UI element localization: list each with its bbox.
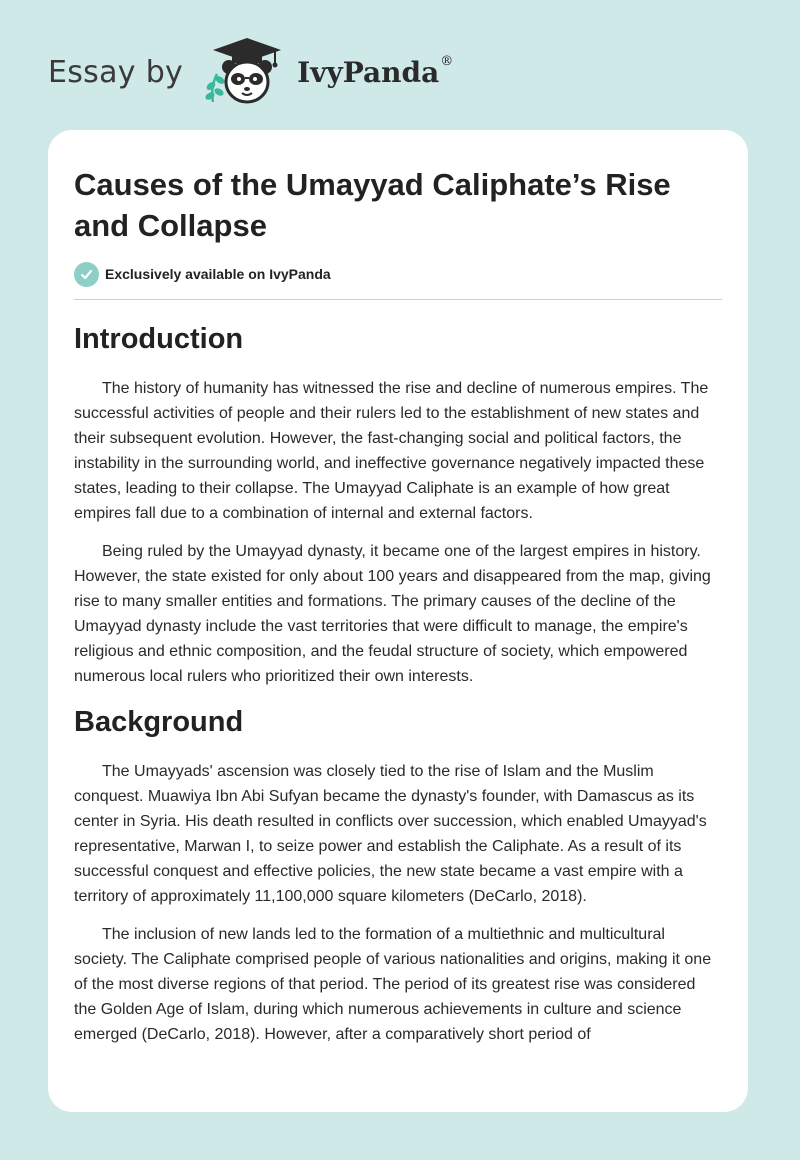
section-heading-background: Background xyxy=(74,706,244,738)
paragraph: The inclusion of new lands led to the formation of a multiethnic and multicultural society. The Caliphate comprised people of various nationalities and origins, making it one of the most diverse regions of that period. The period of its greatest rise was considered the Golden Age of Islam, during which numerous achievements in culture and science emerged (DeCarlo, 2018). However, after a comparatively short period of xyxy=(74,926,712,1043)
paragraph: The history of humanity has witnessed the rise and decline of numerous empires. The successful activities of people and their rulers led to the establishment of new states and their subsequent evolution. However, the fast-changing social and political factors, the instability in the surrounding world, and ineffective governance negatively impacted these states, leading to their collapse. The Umayyad Caliphate is an example of how great empires fall due to a combination of internal and external factors. xyxy=(74,380,709,522)
registered-mark: ® xyxy=(440,53,454,69)
panda-logo-icon[interactable] xyxy=(199,36,291,108)
article-card xyxy=(48,130,748,1112)
check-icon xyxy=(74,262,99,287)
title-divider xyxy=(74,299,722,300)
article-title: Causes of the Umayyad Caliphate’s Rise and Collapse xyxy=(74,167,671,243)
section-heading-introduction: Introduction xyxy=(74,323,244,355)
brand-name[interactable]: IvyPanda® xyxy=(297,53,454,89)
essay-by-label: Essay by xyxy=(48,54,184,90)
site-header xyxy=(48,36,453,108)
paragraph: The Umayyads' ascension was closely tied to the rise of Islam and the Muslim conquest. Muawiya Ibn Abi Sufyan became the dynasty's founder, with Damascus as its center in Syria. His death resulted in conflicts over succession, which enabled Umayyad's representative, Marwan I, to seize power and establish the Caliphate. As a result of its successful conquest and effective policies, the new state became a vast empire with a territory of approximately 11,100,000 square kilometers (DeCarlo, 2018). xyxy=(74,763,707,905)
paragraph: Being ruled by the Umayyad dynasty, it became one of the largest empires in history. However, the state existed for only about 100 years and disappeared from the map, giving rise to many smaller entities and formations. The primary causes of the decline of the Umayyad dynasty include the vast territories that were difficult to manage, the empire's religious and ethnic composition, and the feudal structure of society, which empowered numerous local rulers who prioritized their own interests. xyxy=(74,543,711,685)
exclusive-badge xyxy=(74,261,722,287)
exclusive-badge-text: Exclusively available on IvyPanda xyxy=(105,266,331,282)
